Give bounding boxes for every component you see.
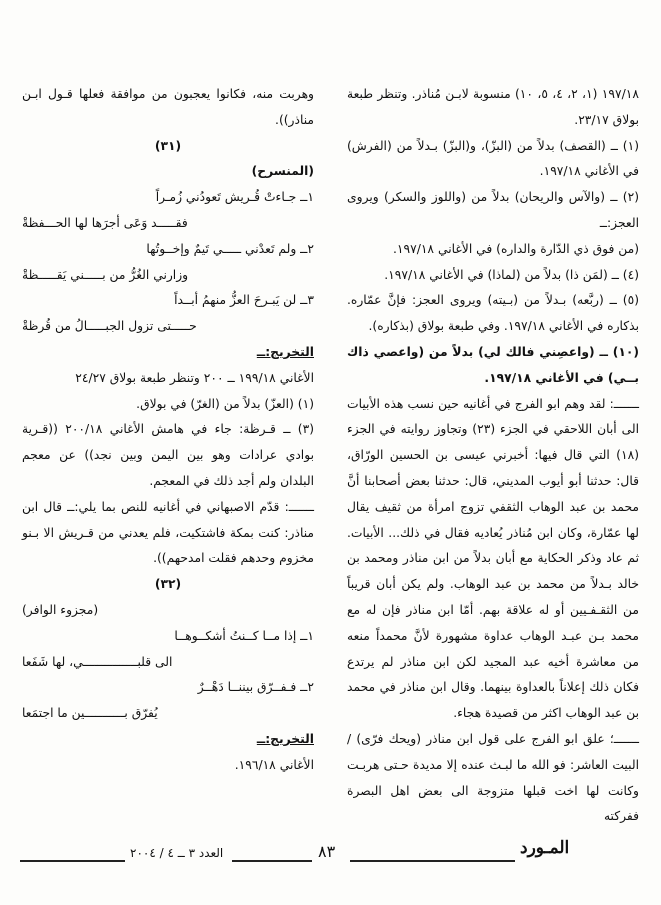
takhrij-heading: التخريج:ــ — [256, 731, 314, 746]
verse-hemistich: ٣ــ لن يَبـرحَ العزُّ منهمُ أبــداً — [174, 293, 314, 308]
poem-31-number: (٣١) — [154, 138, 182, 153]
verse-line-first — [22, 185, 314, 211]
verse-hemistich: ١ــ جـاءتْ قُـريش تَعودُني زُمـراً — [155, 190, 314, 205]
left-column — [22, 82, 314, 779]
note-line: (٣) ــ قـرظة: جاء في هامش الأغاني ٢٠٠/١٨ ((قـرية بوادي عرادات وهو بين اليمن وبين نجد)) عن معجم البلدان ولم أجد ذلك في المعجم. — [22, 422, 314, 488]
footer-rule — [350, 860, 515, 862]
footer-rule — [232, 860, 312, 862]
paragraph: (١٠) ــ (واعصِني فالك لي) بدلاً من (واعصي ذاك بــي) في الأغاني ١٩٧/١٨. — [347, 344, 639, 385]
verse-hemistich: يُفرّق بـــــــــــين ما اجتمَعا — [22, 706, 158, 721]
paragraph: (من فوق ذي الدّارة والداره) في الأغاني ١٩٧/١٨. — [392, 241, 639, 256]
issue-label: العدد ٣ ــ ٤ / ٢٠٠٤ — [130, 846, 224, 860]
paragraph: (٤) ــ (لمَن ذا) بدلاً من (لماذا) في الأغاني ١٩٧/١٨. — [384, 267, 639, 282]
verse-hemistich: وزارني الغُرُّ من بـــــني يَقـــــظةْ — [22, 267, 189, 282]
intro-paragraph: وهربت منه، فكانوا يعجبون من موافقة فعلها قـول ابـن مناذر)). — [22, 87, 314, 127]
verse-line-first — [22, 675, 314, 701]
note-line: (١) (العزّ) بدلاً من (الغرّ) في بولاق. — [136, 396, 314, 411]
right-column — [347, 82, 639, 830]
poem-32-meter: (مجزوء الوافر) — [22, 602, 99, 617]
note-line: الأغاني ١٩٩/١٨ ــ ٢٠٠ وتنظر طبعة بولاق ٢٤/٢٧ — [75, 370, 314, 385]
verse-hemistich: فقـــــد وَعَى أجرَها لها الحـــفظةْ — [22, 215, 188, 230]
verse-hemistich: ١ــ إذا مــا كــنتُ أشكــوهــا — [174, 628, 314, 643]
verse-hemistich: حـــــتى تزول الجبـــــالُ من قُرظةْ — [22, 319, 197, 334]
paragraph: ـــــــ: لقد وهم ابو الفرج في أغانيه حين نسب هذه الأبيات الى أبان اللاحقي في الجزء (٢٣) وتجاوز روايته في الجزء (١٨) التي قال فيها: أخبرني عيسى بن الحسين الورّاق، قال: حدثنا أبو أيوب المديني، قال: حدثنا بعض أصحابنا أنَّ محمد بن عبد الوهاب الثقفي تزوج امرأة من ثقيف يقال لها عمّارة، وكان ابن مُناذر يُعاديه فقال في ذلك... الأبيات. ثم عاد وذكر الحكاية مع أبان بدلاً من ابن مناذر ومحمد بن خالد بـدلاً من محمد بن عبد الوهاب. ولم يكن أبان قريباً من الثقـفـيين أو له علاقة بهم. أمّا ابن مناذر فإن له مع محمد بـن عبـد الوهاب عداوة مشهورة لأنَّ محمداً منعه من معاشرة أخيه عبد المجيد لكن ابن مناذر لم يرتدع فكان ذلك إعلاناً بالعداوة بينهما. وقال ابن مناذر في محمد بن عبد الوهاب اكثر من قصيدة هجاء. — [347, 396, 639, 721]
verse-line-second — [22, 650, 314, 676]
verse-line-second — [22, 314, 314, 340]
note-line: الأغاني ١٩٦/١٨. — [234, 757, 314, 772]
poem-31-verses — [22, 185, 314, 340]
journal-logo: المـورد — [520, 838, 570, 858]
paragraph: (٥) ــ (ربَّعه) بـدلاً من (بـيته) ويروى العجز: فإنَّ عمّاره. بذكاره في الأغاني ١٩٧/١٨. وفي طبعة بولاق (بذكاره). — [347, 293, 639, 334]
page-footer — [0, 838, 661, 878]
verse-hemistich: ٢ــ ولم تَعدْني ـــــي تَيمٌ وإخــوتُها — [146, 241, 314, 256]
takhrij-32-notes — [22, 753, 314, 779]
poem-31-meter: (المنسرح) — [251, 164, 314, 179]
footer-rule — [20, 860, 125, 862]
verse-line-second — [22, 701, 314, 727]
verse-line-second — [22, 263, 314, 289]
page-number: ٨٣ — [318, 842, 336, 861]
verse-hemistich: الى قلبـــــــــــــــي، لها شَفَعا — [22, 654, 173, 669]
paragraph: ١٩٧/١٨ (١، ٢، ٤، ٥، ١٠) منسوبة لابـن مُناذر. وتنظر طبعة بولاق ٢٣/١٧. — [347, 87, 639, 127]
paragraph: (١) ــ (القصف) بدلاً من (البزّ)، و(البزّ) بـدلاً من (الفرش) في الأغاني ١٩٧/١٨. — [347, 138, 639, 179]
paragraph: (٢) ــ (والآس والريحان) بدلاً من (واللوز والسكر) ويروى العجز:ــ — [347, 190, 639, 230]
takhrij-heading: التخريج:ــ — [256, 344, 314, 359]
paragraph: ـــــــ؛ علق ابو الفرج على قول ابن مناذر (ويحك فرّى) / البيت العاشر: فو الله ما لبـث عنده إلا مديدة حـتى هربـت وكانت لها اخت قبلها متزوجة الى بعض اهل البصرة ففركته — [347, 731, 639, 824]
verse-line-second — [22, 211, 314, 237]
verse-line-first — [22, 624, 314, 650]
poem-32-number: (٣٢) — [154, 577, 182, 592]
note-line: ـــــــ: قدّم الاصبهاني في أغانيه للنص بما يلي:ــ قال ابن مناذر: كنت بمكة فاشتكيت، فلم يعدني من قـريش الا بـنو مخزوم وحدهم فقلت امدحهم)). — [22, 499, 314, 566]
verse-line-first — [22, 288, 314, 314]
poem-32-verses — [22, 624, 314, 727]
verse-line-first — [22, 237, 314, 263]
verse-hemistich: ٢ــ فـفــرّق بيننــا دَهْــرٌ — [197, 680, 314, 695]
takhrij-31-notes — [22, 366, 314, 572]
